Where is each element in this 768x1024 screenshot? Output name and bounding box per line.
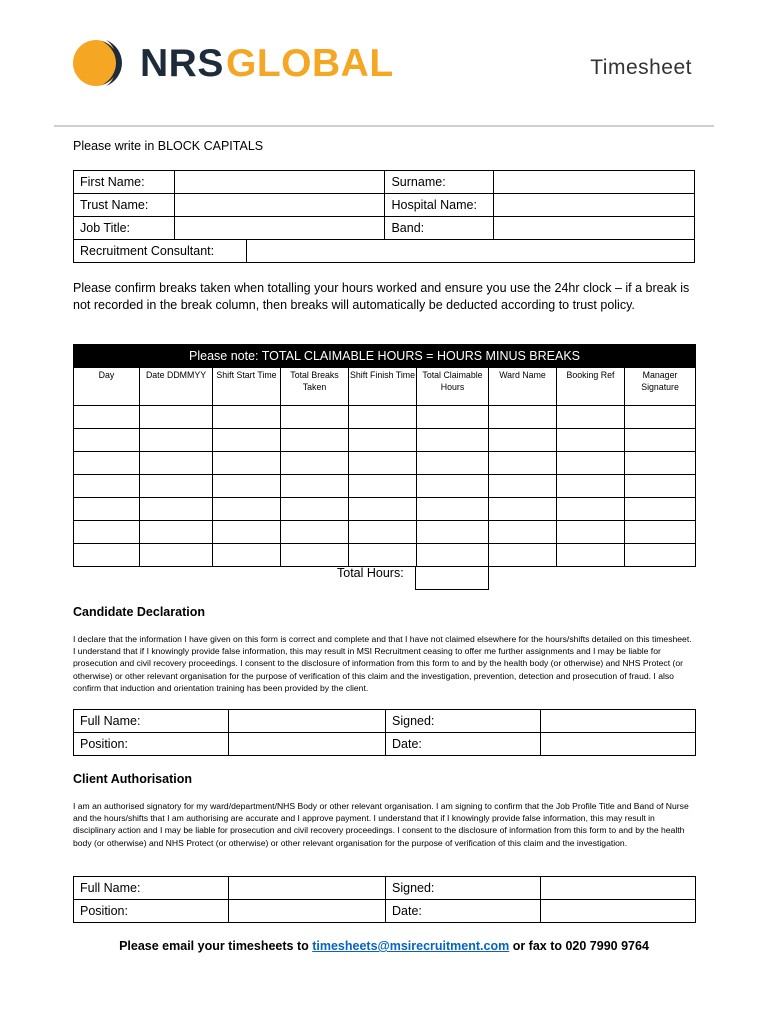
- hours-cell[interactable]: [489, 498, 557, 521]
- total-hours-label: Total Hours:: [337, 566, 404, 580]
- candidate-date-label: Date:: [386, 733, 541, 756]
- hours-cell[interactable]: [349, 498, 417, 521]
- client-full-name-label: Full Name:: [74, 877, 229, 900]
- candidate-position-field[interactable]: [229, 733, 386, 756]
- hospital-name-label: Hospital Name:: [385, 194, 494, 217]
- table-row: [74, 406, 696, 429]
- table-row: [74, 171, 695, 194]
- hours-cell[interactable]: [213, 498, 281, 521]
- band-label: Band:: [385, 217, 494, 240]
- hours-cell[interactable]: [625, 544, 696, 567]
- hours-cell[interactable]: [557, 452, 625, 475]
- logo-text-global: GLOBAL: [226, 42, 394, 85]
- intro-text: Please write in BLOCK CAPITALS: [73, 139, 264, 153]
- hours-cell[interactable]: [417, 544, 489, 567]
- column-header-day: Day: [74, 368, 140, 406]
- header-divider: [54, 125, 714, 127]
- hours-cell[interactable]: [281, 429, 349, 452]
- job-title-field[interactable]: [174, 217, 385, 240]
- hours-table: [73, 344, 696, 567]
- hours-cell[interactable]: [140, 475, 213, 498]
- hours-cell[interactable]: [489, 406, 557, 429]
- candidate-signed-label: Signed:: [386, 710, 541, 733]
- hours-cell[interactable]: [349, 521, 417, 544]
- client-position-field[interactable]: [229, 900, 386, 923]
- client-date-label: Date:: [386, 900, 541, 923]
- candidate-signed-field[interactable]: [541, 710, 696, 733]
- logo-text-nrs: NRS: [140, 42, 224, 85]
- hours-cell[interactable]: [213, 429, 281, 452]
- candidate-full-name-field[interactable]: [229, 710, 386, 733]
- hours-cell[interactable]: [557, 429, 625, 452]
- hours-cell[interactable]: [140, 429, 213, 452]
- hours-cell[interactable]: [625, 429, 696, 452]
- hours-cell[interactable]: [213, 452, 281, 475]
- candidate-position-label: Position:: [74, 733, 229, 756]
- first-name-label: First Name:: [74, 171, 175, 194]
- column-header-total-breaks: Total Breaks Taken: [281, 368, 349, 406]
- hours-header-row: [74, 368, 696, 406]
- page-title: Timesheet: [590, 56, 692, 79]
- hours-cell[interactable]: [349, 475, 417, 498]
- hours-cell[interactable]: [557, 406, 625, 429]
- hours-cell[interactable]: [140, 452, 213, 475]
- trust-name-field[interactable]: [174, 194, 385, 217]
- table-row: [74, 877, 696, 900]
- column-header-shift-finish: Shift Finish Time: [349, 368, 417, 406]
- client-position-label: Position:: [74, 900, 229, 923]
- surname-label: Surname:: [385, 171, 494, 194]
- table-row: [74, 544, 696, 567]
- table-row: [74, 240, 695, 263]
- table-row: [74, 498, 696, 521]
- hours-cell[interactable]: [74, 406, 140, 429]
- breaks-note: Please confirm breaks taken when totalling your hours worked and ensure you use the 24hr clock – if a break is not recorded in the break column, then breaks will automatically be deducted according to trust policy.: [73, 281, 690, 312]
- hours-cell[interactable]: [74, 521, 140, 544]
- hours-cell[interactable]: [140, 544, 213, 567]
- hours-cell[interactable]: [213, 544, 281, 567]
- recruitment-consultant-label: Recruitment Consultant:: [74, 240, 247, 262]
- table-row: [74, 217, 695, 240]
- job-title-label: Job Title:: [74, 217, 175, 240]
- hours-cell[interactable]: [281, 475, 349, 498]
- personal-info-table: [73, 170, 695, 263]
- surname-field[interactable]: [494, 171, 695, 194]
- candidate-declaration-heading: Candidate Declaration: [73, 605, 205, 619]
- hours-cell[interactable]: [281, 498, 349, 521]
- hours-cell[interactable]: [140, 521, 213, 544]
- table-row: [74, 710, 696, 733]
- hours-cell[interactable]: [625, 406, 696, 429]
- hours-cell[interactable]: [349, 544, 417, 567]
- candidate-signature-table: [73, 709, 696, 756]
- hours-cell[interactable]: [489, 521, 557, 544]
- hours-cell[interactable]: [281, 544, 349, 567]
- table-row: [74, 733, 696, 756]
- hours-cell[interactable]: [625, 475, 696, 498]
- hours-cell[interactable]: [417, 498, 489, 521]
- column-header-booking-ref: Booking Ref: [557, 368, 625, 406]
- trust-name-label: Trust Name:: [74, 194, 175, 217]
- hours-cell[interactable]: [74, 544, 140, 567]
- client-authorisation-text: I am an authorised signatory for my ward/department/NHS Body or other relevant organisation. I am signing to confirm that the Job Profile Title and Band of Nurse and the hours/shifts that I am authorising are accurate and I approve payment. I understand that if I knowingly provide false information, this may result in disciplinary action and I may be liable for prosecution and civil recovery proceedings. I consent to the disclosure of information from this form to and by the health body (or otherwise) and NHS Protect (or otherwise) or other relevant organisation for the purpose of verification of this claim and the investigation.: [73, 801, 689, 848]
- hours-cell[interactable]: [557, 544, 625, 567]
- hours-cell[interactable]: [557, 475, 625, 498]
- hours-cell[interactable]: [557, 498, 625, 521]
- hours-cell[interactable]: [349, 452, 417, 475]
- footer-contact: [0, 939, 768, 953]
- hours-cell[interactable]: [140, 406, 213, 429]
- hours-cell[interactable]: [213, 475, 281, 498]
- first-name-field[interactable]: [174, 171, 385, 194]
- hours-cell[interactable]: [489, 452, 557, 475]
- hours-cell[interactable]: [625, 521, 696, 544]
- hours-cell[interactable]: [417, 452, 489, 475]
- hours-cell[interactable]: [74, 429, 140, 452]
- candidate-date-field[interactable]: [541, 733, 696, 756]
- hospital-name-field[interactable]: [494, 194, 695, 217]
- total-hours-field[interactable]: [415, 566, 489, 590]
- table-row: [74, 194, 695, 217]
- hours-banner: Please note: TOTAL CLAIMABLE HOURS = HOURS MINUS BREAKS: [74, 345, 696, 368]
- table-row: [74, 900, 696, 923]
- hours-cell[interactable]: [140, 498, 213, 521]
- band-field[interactable]: [494, 217, 695, 240]
- hours-cell[interactable]: [74, 475, 140, 498]
- hours-cell[interactable]: [74, 498, 140, 521]
- client-signed-field[interactable]: [541, 877, 696, 900]
- column-header-ward-name: Ward Name: [489, 368, 557, 406]
- email-link[interactable]: timesheets@msirecruitment.com: [312, 939, 510, 953]
- column-header-shift-start: Shift Start Time: [213, 368, 281, 406]
- logo-mark-icon: [72, 38, 132, 88]
- hours-body: [74, 406, 696, 567]
- company-logo: [72, 38, 394, 88]
- hours-cell[interactable]: [213, 406, 281, 429]
- hours-cell[interactable]: [281, 452, 349, 475]
- hours-cell[interactable]: [417, 521, 489, 544]
- table-row: [74, 429, 696, 452]
- footer-suffix: or fax to 020 7990 9764: [509, 939, 649, 953]
- table-row: [74, 475, 696, 498]
- client-signature-table: [73, 876, 696, 923]
- column-header-date: Date DDMMYY: [140, 368, 213, 406]
- client-full-name-field[interactable]: [229, 877, 386, 900]
- hours-cell[interactable]: [625, 498, 696, 521]
- hours-cell[interactable]: [489, 544, 557, 567]
- hours-cell[interactable]: [417, 406, 489, 429]
- client-signed-label: Signed:: [386, 877, 541, 900]
- hours-cell[interactable]: [281, 521, 349, 544]
- table-row: [74, 521, 696, 544]
- recruitment-consultant-field[interactable]: [247, 240, 694, 262]
- candidate-full-name-label: Full Name:: [74, 710, 229, 733]
- hours-cell[interactable]: [489, 429, 557, 452]
- client-date-field[interactable]: [541, 900, 696, 923]
- hours-cell[interactable]: [557, 521, 625, 544]
- hours-cell[interactable]: [489, 475, 557, 498]
- client-authorisation-heading: Client Authorisation: [73, 772, 192, 786]
- hours-cell[interactable]: [417, 429, 489, 452]
- hours-cell[interactable]: [349, 429, 417, 452]
- hours-cell[interactable]: [417, 475, 489, 498]
- hours-cell[interactable]: [74, 452, 140, 475]
- footer-prefix: Please email your timesheets to: [119, 939, 313, 953]
- table-row: [74, 452, 696, 475]
- hours-cell[interactable]: [281, 406, 349, 429]
- hours-cell[interactable]: [349, 406, 417, 429]
- hours-cell[interactable]: [625, 452, 696, 475]
- recruitment-consultant-cell: [74, 240, 695, 263]
- candidate-declaration-text: I declare that the information I have given on this form is correct and complete and that I have not claimed elsewhere for the hours/shifts detailed on this timesheet. I understand that if I knowingly provide false information, this may result in MSI Recruitment ceasing to offer me further assignments and I may be liable for prosecution and civil recovery proceedings. I consent to the disclosure of information from this form to and by the health body (or otherwise) and NHS Protect (or otherwise) or other relevant organisation for the purpose of verification of this claim and the investigation, prevention, detection and prosecution of fraud. I also confirm that induction and orientation training has been provided by the client.: [73, 634, 692, 693]
- column-header-manager-signature: Manager Signature: [625, 368, 696, 406]
- hours-cell[interactable]: [213, 521, 281, 544]
- column-header-total-claimable: Total Claimable Hours: [417, 368, 489, 406]
- hours-banner-row: [74, 345, 696, 368]
